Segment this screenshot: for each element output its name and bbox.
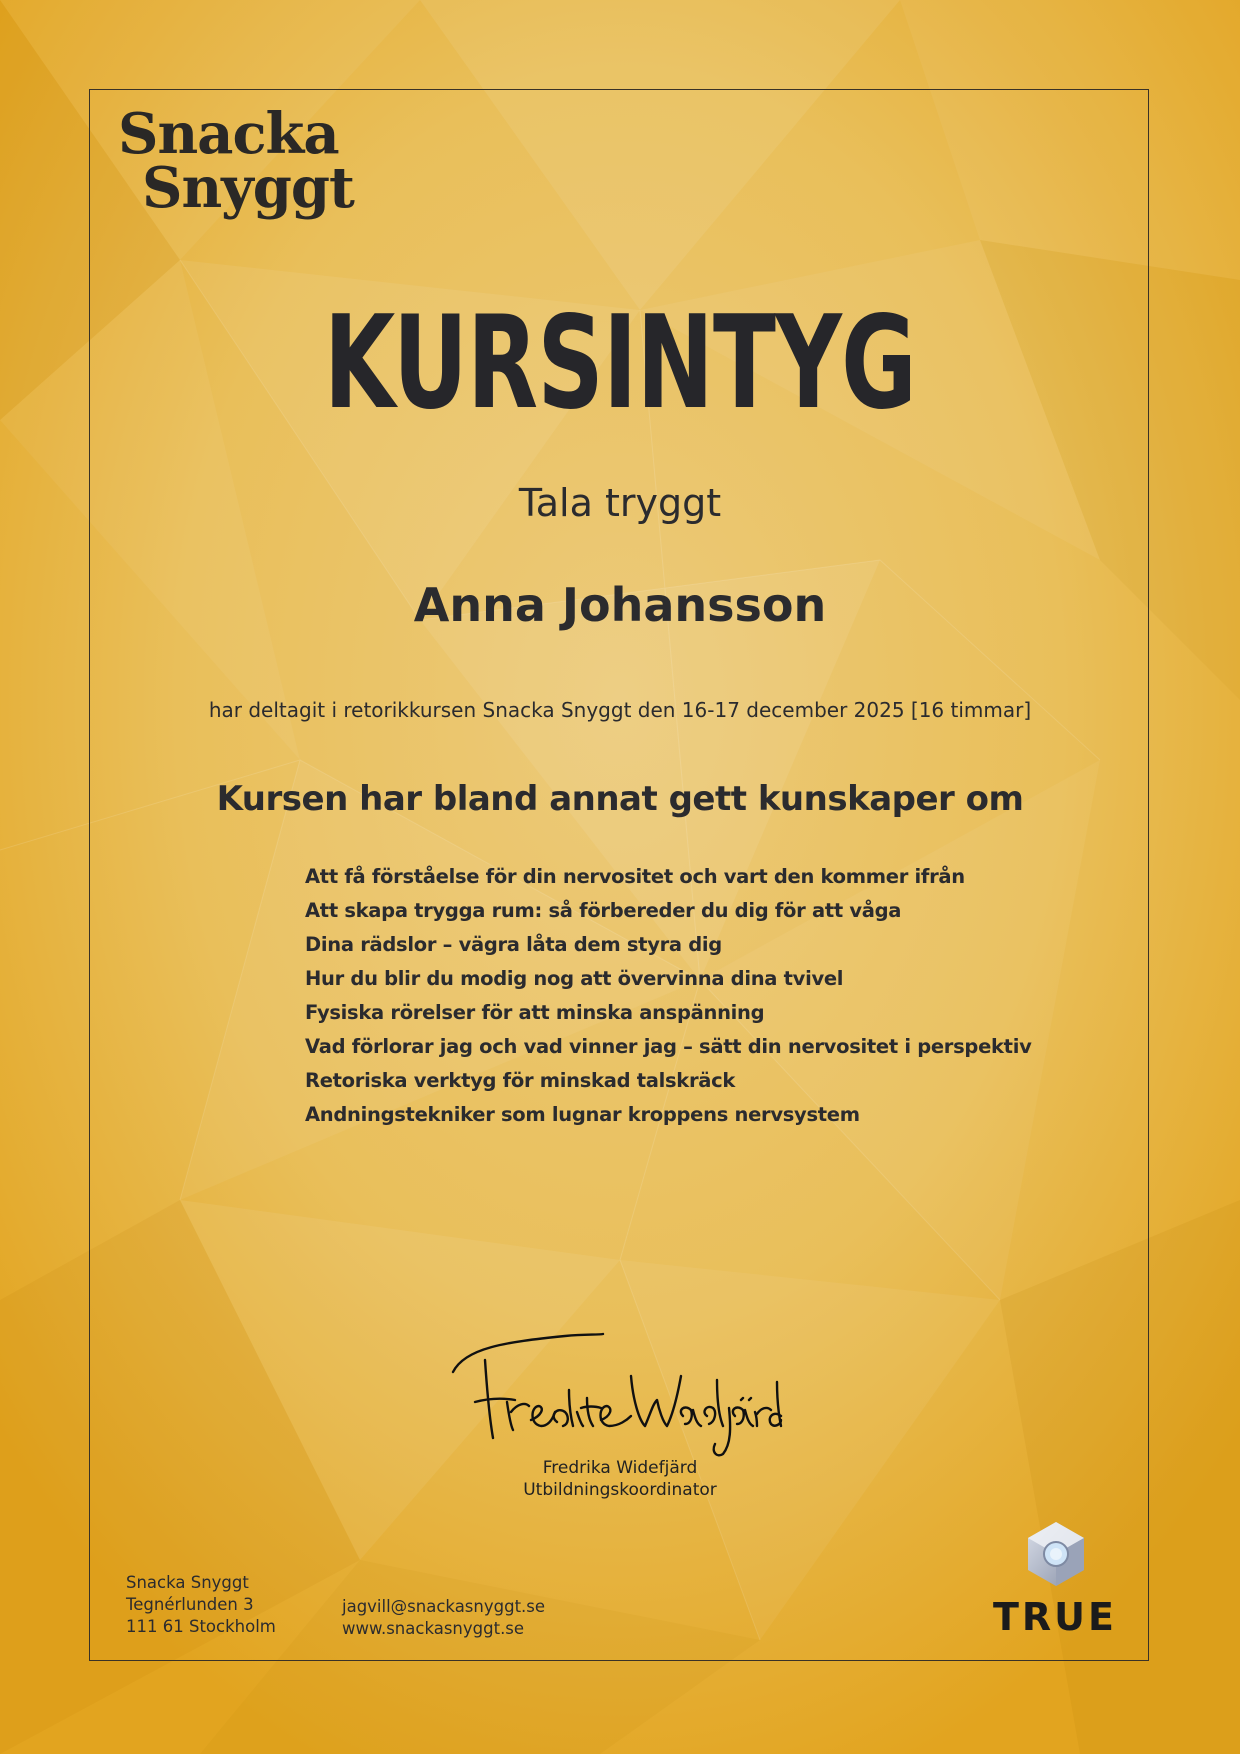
address-line: Tegnérlunden 3 bbox=[126, 1595, 254, 1614]
topic-item: Retoriska verktyg för minskad talskräck bbox=[305, 1069, 736, 1092]
course-name: Tala tryggt bbox=[518, 481, 722, 525]
participant-name: Anna Johansson bbox=[413, 578, 827, 632]
signer-title: Utbildningskoordinator bbox=[523, 1480, 717, 1500]
contact-website[interactable]: www.snackasnyggt.se bbox=[342, 1619, 525, 1638]
topic-item: Fysiska rörelser för att minska anspänning bbox=[305, 1001, 765, 1024]
topics-heading: Kursen har bland annat gett kunskaper om bbox=[216, 779, 1024, 819]
company-address bbox=[126, 1572, 276, 1638]
topic-item: Att få förståelse för din nervositet och vart den kommer ifrån bbox=[305, 865, 965, 888]
contact-email[interactable]: jagvill@snackasnyggt.se bbox=[342, 1597, 546, 1616]
certificate-title: KURSINTYG bbox=[323, 289, 917, 438]
true-partner-logo bbox=[990, 1520, 1120, 1640]
topic-item: Att skapa trygga rum: så förbereder du dig för att våga bbox=[305, 899, 902, 922]
signer-name: Fredrika Widefjärd bbox=[542, 1458, 698, 1478]
handwritten-signature bbox=[445, 1320, 785, 1460]
address-line: Snacka Snyggt bbox=[126, 1573, 249, 1592]
topic-item: Hur du blir du modig nog att övervinna dina tvivel bbox=[305, 967, 844, 990]
address-line: 111 61 Stockholm bbox=[126, 1617, 276, 1636]
true-logo-text: TRUE bbox=[993, 1595, 1117, 1639]
topics-list bbox=[305, 860, 1032, 1132]
logo-line-1: Snacka bbox=[118, 101, 339, 167]
cube-icon bbox=[1025, 1520, 1087, 1588]
topic-item: Vad förlorar jag och vad vinner jag – sätt din nervositet i perspektiv bbox=[305, 1035, 1032, 1058]
logo-line-2: Snyggt bbox=[142, 155, 354, 221]
participation-statement: har deltagit i retorikkursen Snacka Snyggt den 16-17 december 2025 [16 timmar] bbox=[208, 698, 1032, 722]
topic-item: Andningstekniker som lugnar kroppens nervsystem bbox=[305, 1103, 860, 1126]
contact-info bbox=[342, 1596, 545, 1640]
topic-item: Dina rädslor – vägra låta dem styra dig bbox=[305, 933, 722, 956]
snacka-snyggt-logo bbox=[118, 102, 398, 222]
